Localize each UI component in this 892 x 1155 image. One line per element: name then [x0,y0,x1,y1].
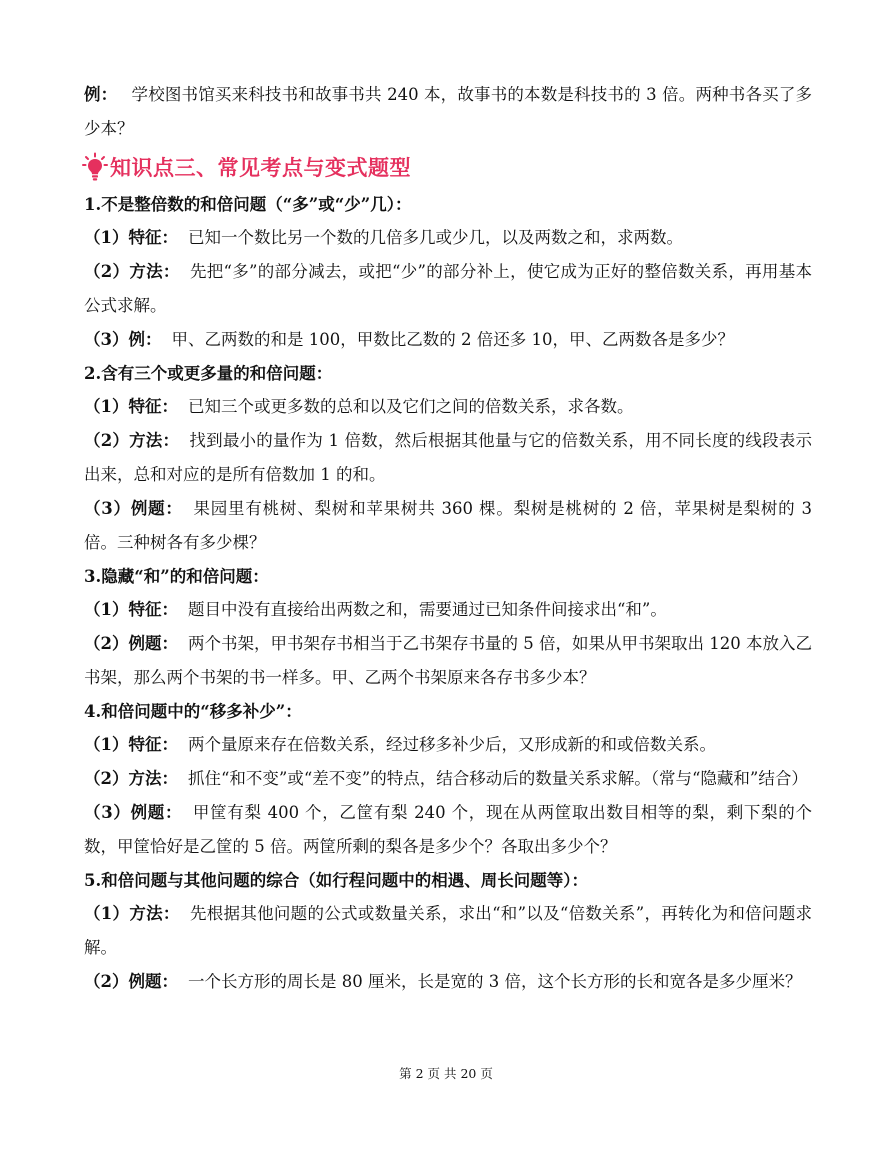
item-1-example [84,323,812,357]
section-heading [84,146,812,188]
line-text: 一个长方形的周长是 80 厘米，长是宽的 3 倍，这个长方形的长和宽各是多少厘米？ [187,972,802,991]
item-heading-3: 3.隐藏“和”的和倍问题： [84,567,269,586]
line-text: 题目中没有直接给出两数之和，需要通过已知条件间接求出“和”。 [187,600,667,619]
line-label: （2）方法： [84,769,178,788]
line-text: 甲筐有梨 400 个，乙筐有梨 240 个，现在从两筐取出数目相等的梨，剩下梨的个数，甲筐恰好是乙筐的 5 倍。两筐所剩的梨各是多少个？各取出多少个？ [84,803,813,856]
line-text: 甲、乙两数的和是 100，甲数比乙数的 2 倍还多 10，甲、乙两数各是多少？ [171,330,734,349]
line-label: （2）例题： [84,634,178,653]
line-label: （3）例题： [84,803,183,822]
item-3-feature [84,593,812,627]
line-label: （3）例题： [84,499,183,518]
item-heading-5: 5.和倍问题与其他问题的综合（如行程问题中的相遇、周长问题等）： [84,871,588,890]
page-footer: 第 2 页 共 20 页 [399,1066,493,1081]
item-2-method [84,424,812,492]
item-heading-2: 2.含有三个或更多量的和倍问题： [84,364,333,383]
item-3-example [84,627,812,695]
item-heading-4: 4.和倍问题中的“移多补少”： [84,702,302,721]
item-1-feature [84,221,812,255]
line-text: 先根据其他问题的公式或数量关系，求出“和”以及“倍数关系”，再转化为和倍问题求解。 [84,904,812,957]
document-page [84,78,812,999]
line-text: 抓住“和不变”或“差不变”的特点，结合移动后的数量关系求解。（常与“隐藏和”结合） [187,769,808,788]
item-2-feature [84,390,812,424]
line-label: （2）方法： [84,262,180,281]
item-1-method [84,255,812,323]
line-label: （1）特征： [84,397,178,416]
line-label: （2）方法： [84,431,180,450]
line-label: （1）特征： [84,228,178,247]
item-4-method [84,762,812,796]
item-heading-1: 1.不是整倍数的和倍问题（“多”或“少”几）： [84,195,412,214]
line-label: （2）例题： [84,972,178,991]
line-label: （1）特征： [84,600,178,619]
line-text: 果园里有桃树、梨树和苹果树共 360 棵。梨树是桃树的 2 倍，苹果树是梨树的 3 倍。三种树各有多少棵？ [84,499,812,552]
line-label: （1）方法： [84,904,180,923]
example-text: 学校图书馆买来科技书和故事书共 240 本，故事书的本数是科技书的 3 倍。两种书各买了多少本？ [84,85,812,138]
example-label: 例： [84,85,118,104]
section-title: 知识点三、常见考点与变式题型 [110,156,411,180]
item-4-example [84,796,812,864]
item-5-example [84,965,812,999]
line-text: 找到最小的量作为 1 倍数，然后根据其他量与它的倍数关系，用不同长度的线段表示出来，总和对应的是所有倍数加 1 的和。 [84,431,812,484]
line-text: 先把“多”的部分减去，或把“少”的部分补上，使它成为正好的整倍数关系，再用基本公式求解。 [84,262,812,315]
line-text: 已知一个数比另一个数的几倍多几或少几，以及两数之和，求两数。 [187,228,683,247]
example-paragraph [84,78,812,146]
line-label: （3）例： [84,330,162,349]
line-label: （1）特征： [84,735,178,754]
line-text: 两个书架，甲书架存书相当于乙书架存书量的 5 倍，如果从甲书架取出 120 本放入乙书架，那么两个书架的书一样多。甲、乙两个书架原来各存书多少本？ [84,634,812,687]
line-text: 两个量原来存在倍数关系，经过移多补少后，又形成新的和或倍数关系。 [187,735,716,754]
line-text: 已知三个或更多数的总和以及它们之间的倍数关系，求各数。 [187,397,634,416]
item-5-method [84,897,812,965]
lightbulb-icon [82,152,108,182]
item-2-example [84,492,812,560]
item-4-feature [84,728,812,762]
